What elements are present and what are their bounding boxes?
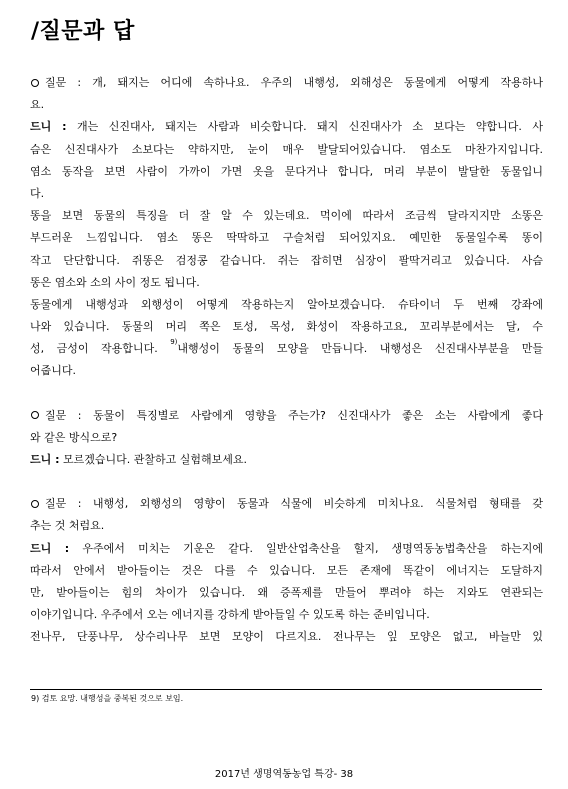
question-line [30, 405, 543, 427]
answer-line: 부드러운 느낌입니다. 염소 똥은 딱딱하고 구슬처럼 되어있지요. 예민한 동물일수록 똥이 [30, 231, 543, 245]
answer-line [30, 449, 543, 471]
circle-bullet-icon [31, 500, 39, 508]
speaker-label: 드니 : [30, 453, 60, 466]
answer-line: 만, 받아들이는 힘의 차이가 있습니다. 왜 증폭제를 만들어 뿌려야 하는 지와도 연관되는 [30, 585, 543, 599]
question-line: 요. [30, 98, 45, 112]
answer-line: 슴은 신진대사가 소보다는 약하지만, 눈이 매우 발달되어있습니다. 염소도 마찬가지입니다. [30, 142, 543, 156]
question-text: 질문 : 동물이 특징별로 사람에게 영향을 주는가? 신진대사가 좋은 소는 사람에게 좋다 [45, 408, 543, 422]
answer-line: 나와 있습니다. 동물의 머리 쪽은 토성, 목성, 화성이 작용하고요, 꼬리부분에서는 달, 수 [30, 320, 543, 334]
answer-line: 다. [30, 186, 45, 200]
answer-line: 전나무, 단풍나무, 상수리나무 보면 모양이 다르지요. 전나무는 잎 모양은 없고, 바늘만 있 [30, 630, 543, 644]
circle-bullet-icon [31, 411, 39, 419]
answer-line: 이야기입니다. 우주에서 오는 에너지를 강하게 받아들일 수 있도록 하는 준비입니다. [30, 608, 430, 622]
answer-text: 모르겠습니다. 관찰하고 실험해보세요. [59, 453, 247, 466]
footnote-divider [30, 689, 542, 690]
paragraph-gap [30, 471, 543, 493]
question-line: 와 같은 방식으로? [30, 430, 118, 444]
circle-bullet-icon [31, 79, 39, 87]
question-line: 추는 것 처럼요. [30, 519, 105, 533]
speaker-label: 드니 : [30, 541, 70, 555]
question-text: 질문 : 내행성, 외행성의 영향이 동물과 식물에 비슷하게 미치나요. 식물처럼 형태를 갖 [45, 497, 543, 511]
answer-line: 동물에게 내행성과 외행성이 어떻게 작용하는지 알아보겠습니다. 슈타이너 두 번째 강좌에 [30, 297, 543, 311]
answer-line: 똥을 보면 동물의 특징을 더 잘 알 수 있는데요. 먹이에 따라서 조금씩 달라지지만 소똥은 [30, 209, 543, 223]
answer-text: 우주에서 미치는 기운은 같다. 일반산업축산을 할지, 생명역동농법축산을 하는지에 [69, 541, 543, 555]
paragraph-gap [30, 383, 543, 405]
answer-line: 따라서 안에서 받아들이는 것은 다를 수 있습니다. 모든 존재에 똑같이 에너지는 도달하지 [30, 563, 543, 577]
answer-line: 어줍니다. [30, 364, 77, 378]
question-line [30, 72, 543, 94]
page-title: /질문과 답 [31, 19, 135, 44]
page-footer: 2017년 생명역동농업 특강- 38 [214, 769, 354, 780]
answer-line [30, 338, 543, 360]
answer-text: 성, 금성이 작용합니다. [30, 342, 171, 356]
answer-line [30, 116, 543, 138]
answer-line: 작고 단단합니다. 쥐똥은 검정콩 같습니다. 쥐는 잡히면 심장이 팔딱거리고 있습니다. 사슴 [30, 253, 543, 267]
question-text: 질문 : 개, 돼지는 어디에 속하나요. 우주의 내행성, 외해성은 동물에게 어떻게 작용하나 [45, 76, 543, 89]
document-body [30, 72, 543, 649]
answer-text: 내행성이 동물의 모양을 만듭니다. 내행성은 신진대사부분을 만들 [177, 342, 543, 356]
footnote-reference[interactable]: 9) [170, 338, 178, 347]
answer-line: 염소 동작을 보면 사람이 가까이 가면 옷을 문다거나 합니다, 머리 부분이 발달한 동물입니 [30, 164, 543, 178]
answer-text: 개는 신진대사, 돼지는 사람과 비슷합니다. 돼지 신진대사가 소 보다는 약합니다. 사 [66, 120, 543, 134]
speaker-label: 드니 : [30, 120, 67, 134]
footnote: 9) 검토 요망. 내행성을 중복된 것으로 보임. [31, 694, 184, 703]
answer-line [30, 538, 543, 560]
answer-line: 똥은 염소와 소의 사이 정도 됩니다. [30, 275, 200, 289]
question-line [30, 493, 543, 515]
